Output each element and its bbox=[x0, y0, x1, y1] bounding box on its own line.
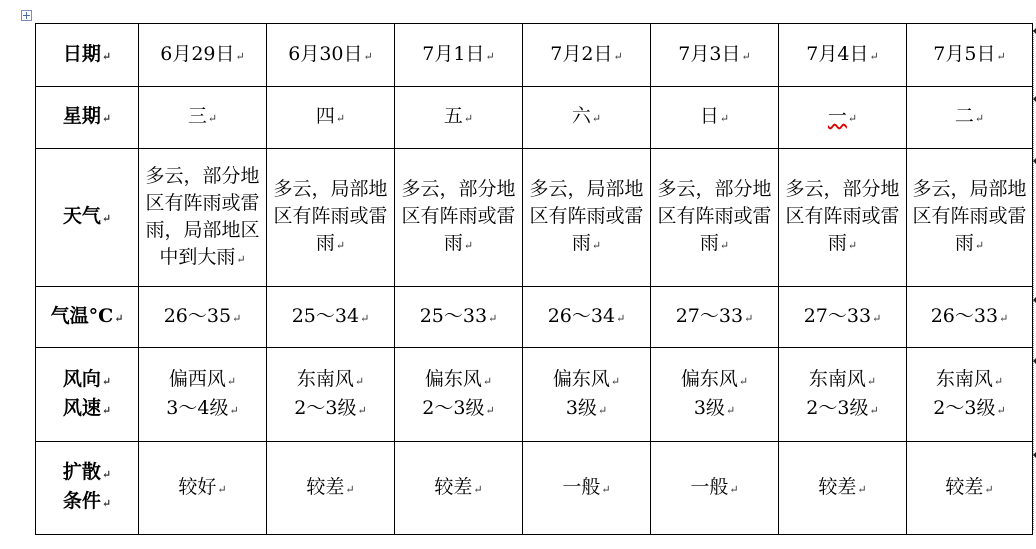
wind-cell-text: 偏东风 bbox=[552, 367, 610, 390]
wind-cell: 偏东风↵ 3级↵ bbox=[523, 348, 651, 442]
table-move-handle[interactable] bbox=[21, 10, 32, 21]
weekday-cell-text: 三 bbox=[187, 105, 207, 127]
temperature-cell-text: 27～33 bbox=[803, 304, 872, 327]
date-cell-text: 7月1日 bbox=[422, 42, 485, 65]
temperature-cell-text: 26～33 bbox=[930, 304, 999, 327]
weekday-cell-text: 二 bbox=[954, 105, 974, 127]
weather-cell-text: 多云，局部地区有阵雨或雷雨 bbox=[912, 178, 1027, 254]
diffusion-cell: 较差↵ bbox=[267, 442, 395, 535]
row-label-wind: 风向↵ 风速↵ bbox=[36, 348, 139, 442]
temperature-cell: 27～33↵ bbox=[651, 287, 779, 348]
temperature-cell-text: 26～34 bbox=[547, 304, 616, 327]
wind-cell-text: 偏西风 bbox=[168, 367, 226, 390]
date-row bbox=[36, 24, 1033, 87]
wind-cell-text: 2～3级 bbox=[422, 396, 485, 419]
wind-cell-text: 3级 bbox=[565, 396, 597, 419]
wind-cell: 偏西风↵ 3～4级↵ bbox=[139, 348, 267, 442]
date-cell-text: 6月30日 bbox=[288, 42, 363, 65]
diffusion-cell-text: 较好 bbox=[178, 475, 217, 498]
weather-row bbox=[36, 149, 1033, 287]
diffusion-cell-text: 较差 bbox=[306, 475, 345, 498]
diffusion-row bbox=[36, 442, 1033, 535]
diffusion-cell-text: 较差 bbox=[818, 475, 857, 498]
weekday-row bbox=[36, 87, 1033, 149]
temperature-cell-text: 25～34 bbox=[291, 304, 360, 327]
diffusion-cell: 较好↵ bbox=[139, 442, 267, 535]
diffusion-cell: 一般↵ bbox=[651, 442, 779, 535]
weather-cell: 多云，部分地区有阵雨或雷雨↵ bbox=[395, 149, 523, 287]
wind-cell: 东南风↵ 2～3级↵ bbox=[779, 348, 907, 442]
temperature-cell: 26～34↵ bbox=[523, 287, 651, 348]
date-cell-text: 7月2日 bbox=[550, 42, 613, 65]
row-label-diffusion: 扩散↵ 条件↵ bbox=[36, 442, 139, 535]
weather-cell: 多云，局部地区有阵雨或雷雨↵ bbox=[907, 149, 1033, 287]
wind-cell-text: 2～3级 bbox=[294, 396, 357, 419]
date-cell-text: 7月3日 bbox=[678, 42, 741, 65]
wind-row bbox=[36, 348, 1033, 442]
diffusion-cell-text: 较差 bbox=[945, 475, 984, 498]
wind-cell-text: 偏东风 bbox=[680, 367, 738, 390]
row-label-temperature: 气温°C↵ bbox=[36, 287, 139, 348]
weekday-cell: 六↵ bbox=[523, 87, 651, 149]
weekday-cell-text: 一 bbox=[827, 105, 847, 127]
wind-cell: 偏东风↵ 3级↵ bbox=[651, 348, 779, 442]
wind-cell: 东南风↵ 2～3级↵ bbox=[907, 348, 1033, 442]
wind-cell-text: 东南风 bbox=[296, 367, 354, 390]
weather-cell-text: 多云，局部地区有阵雨或雷雨 bbox=[529, 178, 644, 254]
weather-cell: 多云，部分地区有阵雨或雷雨↵ bbox=[779, 149, 907, 287]
weekday-cell: 日↵ bbox=[651, 87, 779, 149]
wind-cell-text: 2～3级 bbox=[933, 396, 996, 419]
temperature-row bbox=[36, 287, 1033, 348]
weekday-cell: 四↵ bbox=[267, 87, 395, 149]
weather-cell-text: 多云，局部地区有阵雨或雷雨 bbox=[273, 178, 388, 254]
date-cell: 6月30日↵ bbox=[267, 24, 395, 87]
diffusion-cell: 较差↵ bbox=[779, 442, 907, 535]
date-cell: 7月2日↵ bbox=[523, 24, 651, 87]
wind-cell: 东南风↵ 2～3级↵ bbox=[267, 348, 395, 442]
weather-cell: 多云，部分地区有阵雨或雷雨↵ bbox=[651, 149, 779, 287]
weekday-cell-text: 日 bbox=[699, 105, 719, 127]
weather-cell-text: 多云，部分地区有阵雨或雷雨 bbox=[657, 178, 772, 254]
diffusion-cell-text: 一般 bbox=[562, 475, 601, 498]
row-label-weekday: 星期↵ bbox=[36, 87, 139, 149]
weather-cell-text: 多云，部分地区有阵雨或雷雨 bbox=[401, 178, 516, 254]
temperature-cell: 25～34↵ bbox=[267, 287, 395, 348]
temperature-cell-text: 25～33 bbox=[419, 304, 488, 327]
temperature-cell: 26～35↵ bbox=[139, 287, 267, 348]
date-cell: 7月5日↵ bbox=[907, 24, 1033, 87]
diffusion-cell: 一般↵ bbox=[523, 442, 651, 535]
weekday-cell: 五↵ bbox=[395, 87, 523, 149]
weather-cell: 多云，局部地区有阵雨或雷雨↵ bbox=[523, 149, 651, 287]
weather-cell: 多云，部分地区有阵雨或雷雨，局部地区中到大雨↵ bbox=[139, 149, 267, 287]
weather-cell: 多云，局部地区有阵雨或雷雨↵ bbox=[267, 149, 395, 287]
wind-cell-text: 3级 bbox=[693, 396, 725, 419]
diffusion-cell: 较差↵ bbox=[907, 442, 1033, 535]
temperature-cell: 25～33↵ bbox=[395, 287, 523, 348]
temperature-cell: 26～33↵ bbox=[907, 287, 1033, 348]
wind-cell: 偏东风↵ 2～3级↵ bbox=[395, 348, 523, 442]
wind-cell-text: 东南风 bbox=[935, 367, 993, 390]
diffusion-cell-text: 较差 bbox=[434, 475, 473, 498]
date-cell-text: 7月5日 bbox=[933, 42, 996, 65]
weekday-cell: 一↵ bbox=[779, 87, 907, 149]
weather-cell-text: 多云，部分地区有阵雨或雷雨，局部地区中到大雨 bbox=[145, 164, 260, 268]
date-cell-text: 6月29日 bbox=[160, 42, 235, 65]
wind-cell-text: 3～4级 bbox=[166, 396, 229, 419]
date-cell: 7月3日↵ bbox=[651, 24, 779, 87]
diffusion-cell-text: 一般 bbox=[690, 475, 729, 498]
temperature-cell-text: 26～35 bbox=[163, 304, 232, 327]
wind-cell-text: 东南风 bbox=[808, 367, 866, 390]
temperature-cell-text: 27～33 bbox=[675, 304, 744, 327]
row-label-weather: 天气↵ bbox=[36, 149, 139, 287]
date-cell: 7月4日↵ bbox=[779, 24, 907, 87]
date-cell-text: 7月4日 bbox=[806, 42, 869, 65]
date-cell: 7月1日↵ bbox=[395, 24, 523, 87]
weekday-cell-text: 六 bbox=[571, 105, 591, 127]
row-label-date: 日期↵ bbox=[36, 24, 139, 87]
wind-cell-text: 偏东风 bbox=[424, 367, 482, 390]
wind-cell-text: 2～3级 bbox=[806, 396, 869, 419]
date-cell: 6月29日↵ bbox=[139, 24, 267, 87]
weather-forecast-table bbox=[35, 23, 1033, 535]
weekday-cell: 二↵ bbox=[907, 87, 1033, 149]
weekday-cell-text: 五 bbox=[443, 105, 463, 127]
diffusion-cell: 较差↵ bbox=[395, 442, 523, 535]
temperature-cell: 27～33↵ bbox=[779, 287, 907, 348]
weather-cell-text: 多云，部分地区有阵雨或雷雨 bbox=[785, 178, 900, 254]
weekday-cell-text: 四 bbox=[315, 105, 335, 127]
weekday-cell: 三↵ bbox=[139, 87, 267, 149]
